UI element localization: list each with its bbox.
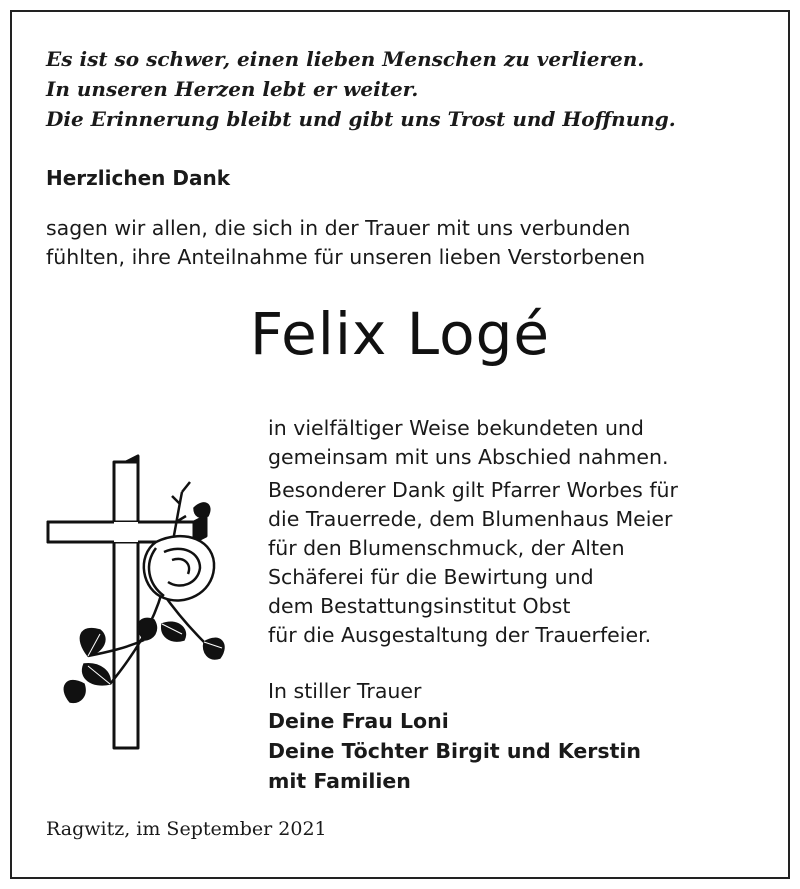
special-thanks-line: für den Blumenschmuck, der Alten bbox=[268, 536, 625, 560]
body-line: in vielfältiger Weise bekundeten und bbox=[268, 416, 644, 440]
special-thanks-line: für die Ausgestaltung der Trauerfeier. bbox=[268, 623, 652, 647]
thanks-heading: Herzlichen Dank bbox=[46, 166, 231, 190]
intro-line: sagen wir allen, die sich in der Trauer mit uns verbunden bbox=[46, 216, 631, 240]
motto bbox=[46, 44, 676, 134]
intro-line: fühlten, ihre Anteilnahme für unseren lieben Verstorbenen bbox=[46, 245, 646, 269]
special-thanks-line: Schäferei für die Bewirtung und bbox=[268, 565, 594, 589]
motto-line: In unseren Herzen lebt er weiter. bbox=[46, 77, 419, 101]
cross-with-rose-icon bbox=[44, 452, 234, 752]
signature bbox=[268, 676, 641, 796]
motto-line: Die Erinnerung bleibt und gibt uns Trost und Hoffnung. bbox=[46, 107, 676, 131]
special-thanks-line: dem Bestattungsinstitut Obst bbox=[268, 594, 571, 618]
special-thanks-line: die Trauerrede, dem Blumenhaus Meier bbox=[268, 507, 673, 531]
special-thanks-line: Besonderer Dank gilt Pfarrer Worbes für bbox=[268, 478, 678, 502]
motto-line: Es ist so schwer, einen lieben Menschen zu verlieren. bbox=[46, 47, 645, 71]
intro-text bbox=[46, 214, 645, 272]
body-line: gemeinsam mit uns Abschied nahmen. bbox=[268, 445, 669, 469]
signature-name: mit Familien bbox=[268, 769, 411, 793]
deceased-name: Felix Logé bbox=[249, 300, 551, 368]
signature-intro: In stiller Trauer bbox=[268, 679, 422, 703]
place-date: Ragwitz, im September 2021 bbox=[46, 818, 327, 840]
signature-name: Deine Töchter Birgit und Kerstin bbox=[268, 739, 641, 763]
body-text bbox=[268, 414, 678, 650]
signature-name: Deine Frau Loni bbox=[268, 709, 449, 733]
